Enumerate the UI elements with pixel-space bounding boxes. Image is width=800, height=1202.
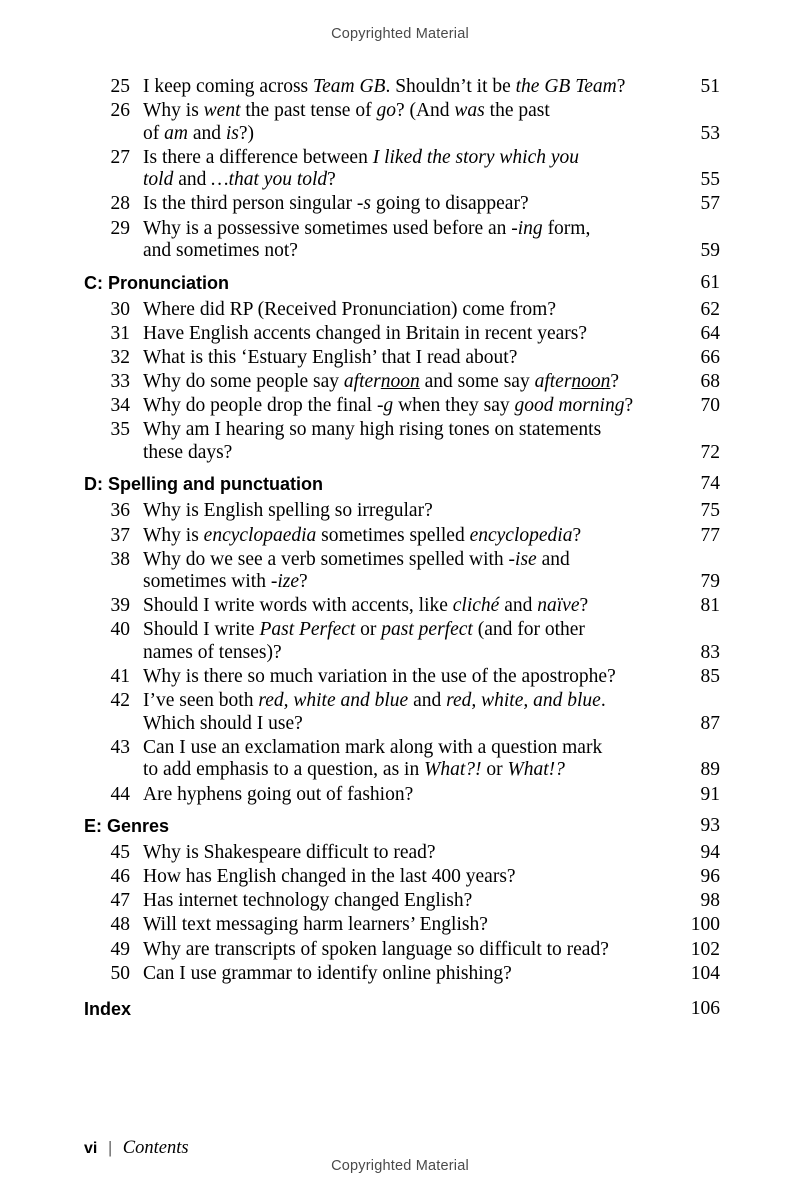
toc-entry-line: [84, 842, 720, 865]
copyright-watermark-bottom: Copyrighted Material: [331, 1158, 469, 1174]
toc-entry-number: 38: [110, 548, 130, 570]
toc-entry: [84, 595, 720, 618]
toc-entry-line: [84, 123, 720, 146]
toc-entry-line: [84, 914, 720, 937]
toc-section-title: E: Genres: [84, 816, 170, 837]
toc-entry-page: 98: [700, 890, 720, 912]
toc-entry-page: 96: [700, 866, 720, 888]
toc-entry-number: 32: [110, 346, 130, 368]
toc-entry-page: 51: [700, 76, 720, 97]
toc-entry-line: [84, 666, 720, 689]
toc-entry-title: Should I write words with accents, like cliché and naïve?: [143, 595, 589, 617]
toc-entry-line: [84, 371, 720, 394]
toc-entry-title: Why am I hearing so many high rising tones on statements: [143, 419, 602, 441]
toc-entry-title: told and …that you told?: [143, 169, 336, 191]
toc-entry-title: Why do we see a verb sometimes spelled with -ise and: [143, 548, 570, 570]
toc-entry-title: Why is went the past tense of go? (And was the past: [143, 100, 550, 122]
toc-entry-line: [84, 571, 720, 594]
toc-entry-page: 94: [700, 842, 720, 864]
toc-entry-title: Why is Shakespeare difficult to read?: [143, 842, 436, 864]
toc-entry-line: [84, 642, 720, 665]
folio-separator: |: [108, 1138, 112, 1157]
toc-entry-title: Should I write Past Perfect or past perfect (and for other: [143, 619, 585, 641]
toc-entry-page: 79: [700, 571, 720, 593]
toc-entry: [84, 619, 720, 664]
table-of-contents: [84, 76, 720, 1020]
toc-entry-number: 40: [110, 619, 130, 641]
toc-entry-number: 50: [110, 962, 130, 984]
toc-entry-title: of am and is?): [143, 122, 255, 144]
toc-entry-page: 89: [700, 759, 720, 781]
toc-entry-line: [84, 218, 720, 241]
toc-entry: [84, 100, 720, 145]
toc-entry: [84, 500, 720, 523]
toc-entry-number: 44: [110, 783, 130, 805]
toc-entry-title: names of tenses)?: [143, 641, 282, 663]
toc-entry-line: [84, 169, 720, 192]
toc-entry-number: 28: [110, 193, 130, 215]
toc-entry: [84, 963, 720, 986]
toc-entry-page: 66: [700, 346, 720, 368]
toc-entry: [84, 323, 720, 346]
toc-entry-line: [84, 395, 720, 418]
toc-entry-line: [84, 963, 720, 986]
toc-entry-title: Can I use grammar to identify online phishing?: [143, 962, 512, 984]
toc-entry-title: Where did RP (Received Pronunciation) come from?: [143, 298, 556, 320]
toc-entry-page: 100: [690, 914, 720, 936]
toc-entry: [84, 737, 720, 782]
toc-entry-line: [84, 890, 720, 913]
toc-entry-number: 34: [110, 395, 130, 417]
toc-entry-page: 62: [700, 298, 720, 320]
toc-section-heading: [84, 272, 720, 294]
toc-entry-number: 47: [110, 890, 130, 912]
folio-label: Contents: [122, 1138, 189, 1158]
toc-index-entry: [84, 998, 720, 1020]
toc-entry-title: Is the third person singular -s going to disappear?: [143, 193, 529, 215]
toc-entry: [84, 549, 720, 594]
toc-entry-page: 77: [700, 524, 720, 546]
toc-entry: [84, 371, 720, 394]
toc-entry-line: [84, 939, 720, 962]
toc-entry: [84, 76, 720, 99]
toc-entry-number: 26: [110, 100, 130, 122]
toc-entry-number: 25: [110, 76, 130, 97]
toc-entry-line: [84, 759, 720, 782]
toc-section-heading: [84, 473, 720, 495]
toc-entry-number: 31: [110, 322, 130, 344]
toc-entry-page: 55: [700, 169, 720, 191]
toc-entry-number: 36: [110, 500, 130, 522]
page-footer: [84, 1138, 189, 1159]
toc-section-heading: [84, 815, 720, 837]
toc-entry-line: [84, 100, 720, 123]
copyright-watermark-top: Copyrighted Material: [331, 26, 469, 42]
toc-entry-title: Why are transcripts of spoken language so difficult to read?: [143, 938, 609, 960]
toc-entry: [84, 914, 720, 937]
toc-entry-line: [84, 690, 720, 713]
toc-entry-page: 64: [700, 322, 720, 344]
toc-entry-number: 27: [110, 146, 130, 168]
toc-entry-number: 48: [110, 914, 130, 936]
toc-entry-title: What is this ‘Estuary English’ that I read about?: [143, 346, 518, 368]
toc-entry: [84, 395, 720, 418]
toc-entry-line: [84, 525, 720, 548]
toc-entry-page: 104: [690, 962, 720, 984]
toc-entry-page: 57: [700, 193, 720, 215]
toc-entry-line: [84, 866, 720, 889]
toc-entry-title: I’ve seen both red, white and blue and red, white, and blue.: [143, 690, 606, 712]
toc-section-title: C: Pronunciation: [84, 272, 229, 293]
toc-entry-page: 75: [700, 500, 720, 522]
toc-entry: [84, 218, 720, 263]
toc-entry: [84, 890, 720, 913]
toc-index-label: Index: [84, 999, 132, 1020]
toc-entry: [84, 525, 720, 548]
toc-entry-line: [84, 737, 720, 760]
toc-entry-line: [84, 76, 720, 99]
toc-entry-line: [84, 442, 720, 465]
toc-section-page: 61: [700, 271, 720, 293]
toc-entry-title: these days?: [143, 441, 233, 463]
toc-entry-line: [84, 299, 720, 322]
toc-entry-title: Why is encyclopaedia sometimes spelled encyclopedia?: [143, 524, 582, 546]
toc-entry: [84, 842, 720, 865]
toc-entry-number: 39: [110, 595, 130, 617]
toc-entry-line: [84, 549, 720, 572]
toc-section-title: D: Spelling and punctuation: [84, 474, 323, 495]
toc-section-page: 74: [700, 473, 720, 495]
toc-entry-number: 29: [110, 217, 130, 239]
toc-entry-page: 102: [690, 938, 720, 960]
toc-entry-line: [84, 619, 720, 642]
toc-entry-title: Will text messaging harm learners’ English?: [143, 914, 488, 936]
toc-entry: [84, 193, 720, 216]
toc-entry-line: [84, 713, 720, 736]
toc-entry: [84, 784, 720, 807]
toc-entry-number: 43: [110, 736, 130, 758]
toc-entry-page: 83: [700, 641, 720, 663]
toc-entry-title: sometimes with -ize?: [143, 571, 308, 593]
toc-entry-page: 53: [700, 122, 720, 144]
toc-entry: [84, 347, 720, 370]
toc-entry-number: 45: [110, 842, 130, 864]
folio-number: vi: [84, 1140, 98, 1157]
toc-entry-number: 46: [110, 866, 130, 888]
toc-entry: [84, 690, 720, 735]
toc-entry-title: Have English accents changed in Britain in recent years?: [143, 322, 587, 344]
toc-entry-number: 35: [110, 419, 130, 441]
toc-entry-title: and sometimes not?: [143, 240, 298, 262]
toc-entry-title: Why do some people say afternoon and some say afternoon?: [143, 371, 620, 393]
toc-entry-line: [84, 595, 720, 618]
toc-entry-title: to add emphasis to a question, as in What?! or What!?: [143, 759, 565, 781]
toc-entry-page: 85: [700, 666, 720, 688]
toc-entry-number: 42: [110, 690, 130, 712]
toc-entry-number: 30: [110, 298, 130, 320]
toc-section-page: 93: [700, 815, 720, 837]
toc-entry-title: Are hyphens going out of fashion?: [143, 783, 414, 805]
toc-entry-title: Can I use an exclamation mark along with a question mark: [143, 736, 603, 758]
toc-entry-title: Why is there so much variation in the use of the apostrophe?: [143, 666, 616, 688]
toc-entry-page: 87: [700, 712, 720, 734]
toc-entry-line: [84, 500, 720, 523]
toc-entry-title: How has English changed in the last 400 years?: [143, 866, 516, 888]
toc-entry-page: 59: [700, 240, 720, 262]
toc-entry: [84, 666, 720, 689]
toc-entry-page: 68: [700, 371, 720, 393]
toc-entry-number: 37: [110, 524, 130, 546]
toc-entry: [84, 299, 720, 322]
toc-entry-line: [84, 193, 720, 216]
toc-entry-number: 49: [110, 938, 130, 960]
toc-entry-title: I keep coming across Team GB. Shouldn’t it be the GB Team?: [143, 76, 626, 97]
toc-entry-line: [84, 347, 720, 370]
toc-entry-title: Which should I use?: [143, 712, 303, 734]
toc-entry-number: 33: [110, 371, 130, 393]
toc-entry-title: Has internet technology changed English?: [143, 890, 473, 912]
toc-entry-page: 81: [700, 595, 720, 617]
toc-entry-number: 41: [110, 666, 130, 688]
toc-entry-page: 72: [700, 441, 720, 463]
toc-entry-line: [84, 784, 720, 807]
toc-entry-title: Why do people drop the final -g when they say good morning?: [143, 395, 634, 417]
toc-entry-page: 70: [700, 395, 720, 417]
toc-entry: [84, 866, 720, 889]
toc-entry-page: 91: [700, 783, 720, 805]
toc-entry: [84, 419, 720, 464]
toc-index-page: 106: [690, 998, 720, 1020]
toc-entry-line: [84, 323, 720, 346]
toc-entry-title: Why is a possessive sometimes used before an -ing form,: [143, 217, 591, 239]
toc-entry: [84, 147, 720, 192]
toc-entry-line: [84, 419, 720, 442]
toc-entry-title: Why is English spelling so irregular?: [143, 500, 433, 522]
toc-entry-line: [84, 147, 720, 170]
toc-entry-title: Is there a difference between I liked the story which you: [143, 146, 580, 168]
toc-entry: [84, 939, 720, 962]
toc-entry-line: [84, 240, 720, 263]
